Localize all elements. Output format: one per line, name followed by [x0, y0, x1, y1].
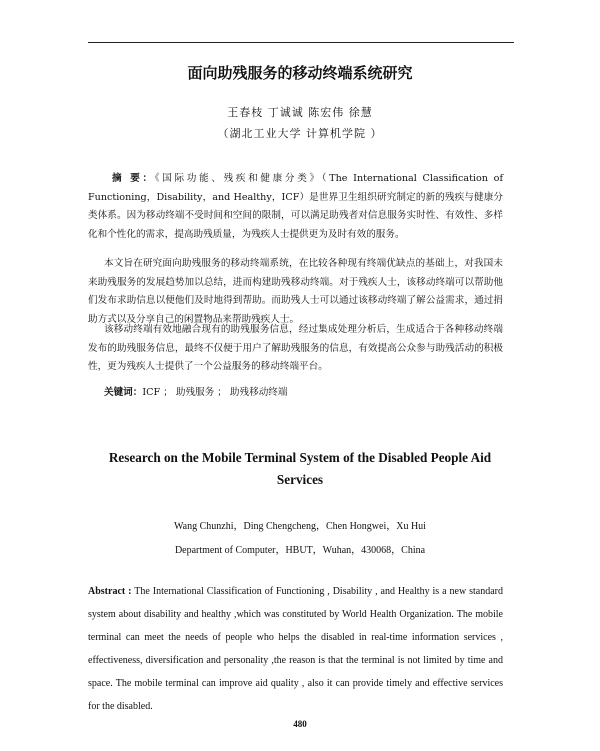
english-abstract — [88, 580, 503, 718]
chinese-keywords-text: ICF ； 助残服务 ； 助残移动终端 — [142, 387, 288, 398]
english-authors: Wang Chunzhi，Ding Chengcheng，Chen Hongwei，Xu Hui — [174, 521, 426, 532]
chinese-authors: 王春枝 丁诚诚 陈宏伟 徐慧 — [227, 106, 373, 119]
english-abstract-text: The International Classification of Functioning , Disability , and Healthy is a new standard system about disability and healthy ,which was constituted by World Health Organization. The mobile terminal can meet the needs of people who helps the disabled in real-time information services , effectiveness, diversification and personality ,the reason is that the terminal is not limited by time and space. The mobile terminal can improve aid quality , also it can provide timely and effective services for the disabled. — [88, 586, 503, 712]
chinese-title: 面向助残服务的移动终端系统研究 — [187, 64, 413, 82]
english-title-line-2: Services — [276, 472, 324, 487]
english-abstract-label: Abstract : — [88, 586, 132, 597]
chinese-keywords — [104, 384, 519, 403]
chinese-paragraph-3: 该移动终端有效地融合现有的助残服务信息，经过集成处理分析后，生成适合于各种移动终端发布的助残服务信息，最终不仅便于用户了解助残服务的信息，有效提高公众参与助残活动的积极性，更为残疾人士提供了一个公益服务的移动终端平台。 — [88, 324, 503, 372]
english-affiliation: Department of Computer，HBUT，Wuhan，430068，China — [174, 545, 426, 556]
chinese-keywords-label: 关键词： — [104, 387, 143, 398]
page-number: 480 — [293, 719, 307, 729]
chinese-abstract — [88, 170, 503, 244]
chinese-paragraph-2: 本文旨在研究面向助残服务的移动终端系统，在比较各种现有终端优缺点的基础上，对我国未来助残服务的发展趋势加以总结，进而构建助残移动终端。对于残疾人士，该移动终端可以帮助他们发布求助信息以便他们及时地得到帮助。而助残人士可以通过该移动终端了解公益需求，通过捐助方式以及分享自己的闲置物品来帮助残疾人士。 — [88, 258, 503, 325]
english-title — [60, 447, 540, 491]
header-rule — [88, 42, 514, 43]
chinese-affiliation: （湖北工业大学 计算机学院 ） — [217, 127, 383, 140]
english-title-line-1: Research on the Mobile Terminal System of the Disabled People Aid — [108, 450, 492, 465]
chinese-abstract-label: 摘 要： — [112, 173, 155, 184]
chinese-abstract-text: 《国际功能、残疾和健康分类》（The International Classification of Functioning，Disability，and Healthy，ICF）是世界卫生组织研究制定的新的残疾与健康分类体系。因为移动终端不受时间和空间的限制，可以满足助残者对信息服务实时性、有效性、多样化和个性化的需求，提高助残质量，为残疾人士提供更为及时有效的服务。 — [88, 173, 503, 240]
